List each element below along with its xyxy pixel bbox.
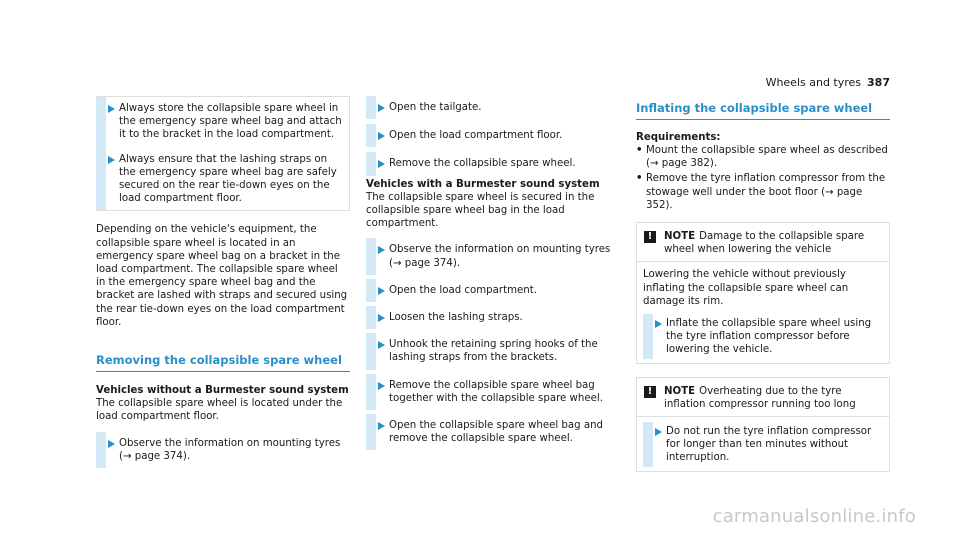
step-bar bbox=[366, 374, 376, 410]
body-paragraph: The collapsible spare wheel is secured in the collapsible spare wheel bag in the load compartment. bbox=[366, 191, 595, 230]
right-column bbox=[636, 101, 890, 472]
body-paragraph: Depending on the vehicle's equipment, the collapsible spare wheel is located in an emergency spare wheel bag on a bracket in the load compartment. The collapsible spare wheel in the emergency spare wheel bag and the bracket are lashed with straps and secured using the rear tie-down eyes on the load compartment floor. bbox=[96, 224, 348, 328]
step-arrow-icon bbox=[378, 160, 385, 168]
instruction-step bbox=[637, 417, 889, 471]
step-arrow-icon bbox=[378, 382, 385, 390]
note-box bbox=[636, 222, 890, 364]
requirements-list bbox=[636, 144, 890, 212]
step-arrow-icon bbox=[378, 246, 385, 254]
step-arrow-icon bbox=[108, 440, 115, 448]
step-text: Inflate the collapsible spare wheel using the tyre inflation compressor before lowering the vehicle. bbox=[666, 318, 872, 356]
step-text: Always store the collapsible spare wheel in the emergency spare wheel bag and attach it to the bracket in the load compartment. bbox=[119, 103, 342, 141]
step-bar bbox=[96, 432, 106, 468]
list-item bbox=[636, 172, 890, 212]
step-arrow-icon bbox=[108, 105, 115, 113]
subheading: Vehicles with a Burmester sound system bbox=[366, 178, 600, 190]
bullet: • bbox=[636, 173, 643, 185]
step-text: Open the collapsible spare wheel bag and remove the collapsible spare wheel. bbox=[389, 420, 604, 445]
step-bar bbox=[366, 414, 376, 450]
step-text: Loosen the lashing straps. bbox=[389, 312, 523, 324]
instruction-step bbox=[637, 312, 889, 363]
instruction-step bbox=[96, 432, 350, 468]
requirements-heading: Requirements: bbox=[636, 132, 721, 143]
instruction-step bbox=[96, 147, 349, 211]
instruction-step bbox=[366, 152, 620, 175]
list-item-text: Remove the tyre inflation compressor from the stowage well under the boot floor (→ page 352). bbox=[646, 173, 886, 211]
step-text: Open the tailgate. bbox=[389, 102, 482, 113]
instruction-step bbox=[366, 96, 620, 119]
step-text: Observe the information on mounting tyres (→ page 374). bbox=[389, 244, 611, 269]
instruction-box bbox=[96, 96, 350, 211]
step-arrow-icon bbox=[378, 132, 385, 140]
step-bar bbox=[643, 314, 653, 359]
instruction-step bbox=[366, 414, 620, 450]
step-arrow-icon bbox=[655, 320, 662, 328]
step-arrow-icon bbox=[378, 287, 385, 295]
note-header bbox=[637, 223, 889, 262]
note-label: NOTE bbox=[664, 385, 696, 397]
middle-column bbox=[366, 96, 620, 450]
step-arrow-icon bbox=[378, 422, 385, 430]
list-item bbox=[636, 144, 890, 170]
section-title: Removing the collapsible spare wheel bbox=[96, 353, 350, 372]
instruction-step bbox=[96, 97, 349, 147]
step-text: Open the load compartment floor. bbox=[389, 130, 563, 142]
note-title: Overheating due to the tyre inflation compressor running too long bbox=[664, 385, 856, 410]
step-bar bbox=[366, 124, 376, 147]
instruction-step bbox=[366, 124, 620, 147]
instruction-step bbox=[366, 279, 620, 302]
warning-icon: ! bbox=[644, 386, 656, 398]
step-arrow-icon bbox=[378, 314, 385, 322]
note-box bbox=[636, 377, 890, 472]
step-arrow-icon bbox=[655, 428, 662, 436]
subheading: Vehicles without a Burmester sound system bbox=[96, 385, 349, 397]
bullet: • bbox=[636, 145, 643, 156]
step-text: Remove the collapsible spare wheel bag together with the collapsible spare wheel. bbox=[389, 379, 603, 404]
left-column bbox=[96, 96, 350, 468]
step-text: Unhook the retaining spring hooks of the lashing straps from the brackets. bbox=[389, 339, 598, 364]
instruction-step bbox=[366, 238, 620, 274]
header-section-title: Wheels and tyres bbox=[765, 76, 862, 89]
instruction-step bbox=[366, 374, 620, 410]
step-arrow-icon bbox=[108, 156, 115, 164]
step-bar bbox=[366, 333, 376, 369]
step-text: Always ensure that the lashing straps on the emergency spare wheel bag are safely secured on the rear tie-down eyes on the load compartment floor. bbox=[119, 153, 337, 205]
body-paragraph: The collapsible spare wheel is located under the load compartment floor. bbox=[96, 398, 343, 423]
instruction-step bbox=[366, 333, 620, 369]
note-header bbox=[637, 378, 889, 417]
step-arrow-icon bbox=[378, 341, 385, 349]
section-title: Inflating the collapsible spare wheel bbox=[636, 101, 890, 120]
list-item-text: Mount the collapsible spare wheel as described (→ page 382). bbox=[646, 145, 888, 170]
step-bar bbox=[366, 152, 376, 175]
page-header bbox=[766, 76, 890, 89]
step-text: Observe the information on mounting tyres (→ page 374). bbox=[119, 437, 341, 462]
warning-icon: ! bbox=[644, 231, 656, 243]
step-bar bbox=[366, 279, 376, 302]
step-text: Remove the collapsible spare wheel. bbox=[389, 158, 576, 170]
step-bar bbox=[366, 238, 376, 274]
step-bar bbox=[643, 422, 653, 467]
page-number: 387 bbox=[867, 76, 890, 89]
step-text: Do not run the tyre inflation compressor for longer than ten minutes without interruption. bbox=[666, 426, 872, 464]
watermark: carmanualsonline.info bbox=[712, 506, 916, 527]
note-label: NOTE bbox=[664, 231, 696, 243]
step-arrow-icon bbox=[378, 104, 385, 112]
step-text: Open the load compartment. bbox=[389, 284, 537, 296]
note-title: Damage to the collapsible spare wheel when lowering the vehicle bbox=[664, 231, 865, 256]
step-bar bbox=[366, 306, 376, 329]
note-body: Lowering the vehicle without previously inflating the collapsible spare wheel can damage its rim. bbox=[643, 269, 849, 307]
step-bar bbox=[366, 96, 376, 119]
instruction-step bbox=[366, 306, 620, 329]
step-bar bbox=[96, 97, 106, 147]
step-bar bbox=[96, 147, 106, 211]
